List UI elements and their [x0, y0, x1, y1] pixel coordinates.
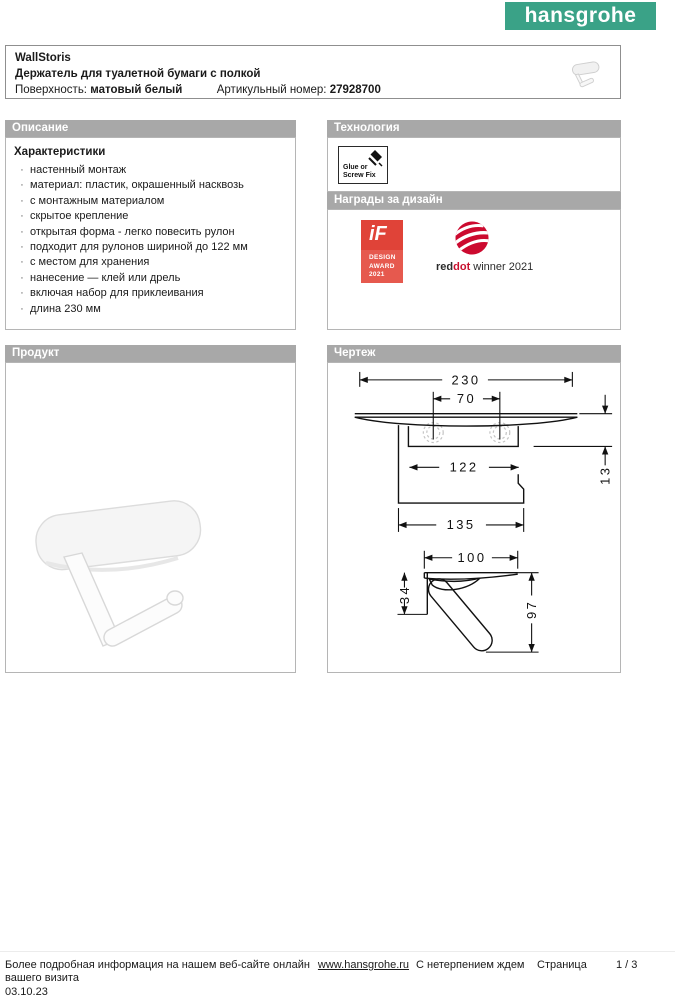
bullet-icon: ·	[20, 287, 24, 300]
hansgrohe-logo-text: hansgrohe	[524, 4, 637, 27]
page-number: 1 / 3	[616, 959, 638, 971]
bullet-text: скрытое крепление	[30, 210, 129, 223]
drawing-panel	[327, 362, 621, 673]
list-item	[14, 302, 285, 317]
website-link[interactable]: www.hansgrohe.ru	[317, 959, 410, 971]
section-header-product	[5, 345, 296, 362]
dim-total-height: 97	[524, 599, 540, 620]
bullet-icon: ·	[20, 179, 24, 192]
page-label: Страница	[537, 959, 587, 971]
product-panel	[5, 362, 296, 673]
dim-holder-width: 135	[446, 516, 476, 532]
if-award-line3: 2021	[369, 271, 385, 278]
section-title-product: Продукт	[12, 347, 60, 359]
list-item	[14, 209, 285, 224]
footer-visit-text: С нетерпением ждем вашего визита	[5, 959, 525, 985]
dim-roll-width: 122	[449, 459, 479, 475]
glue-badge-line1: Glue or	[343, 164, 368, 171]
if-award-line2: AWARD	[369, 262, 395, 270]
section-title-description: Описание	[12, 122, 69, 134]
bullet-text: длина 230 мм	[30, 302, 101, 315]
bullet-icon: ·	[20, 210, 24, 223]
footer-date: 03.10.23	[5, 986, 48, 998]
section-header-technology	[327, 120, 621, 137]
reddot-logo-icon	[452, 218, 492, 258]
bullet-text: нанесение — клей или дрель	[30, 271, 181, 284]
list-item	[14, 286, 285, 301]
dim-front-drop: 34	[396, 584, 412, 605]
surface-value: матовый белый	[90, 83, 183, 96]
hansgrohe-logo	[505, 2, 656, 30]
dim-shelf-width: 230	[451, 372, 481, 388]
bullet-icon: ·	[20, 241, 24, 254]
product-header	[5, 45, 621, 99]
list-item	[14, 271, 285, 286]
article-number: 27928700	[329, 83, 381, 96]
dim-depth: 100	[457, 550, 487, 566]
product-image	[6, 363, 295, 672]
section-title-technology: Технология	[334, 122, 400, 134]
product-thumbnail-icon	[564, 53, 608, 93]
product-series: WallStoris	[15, 52, 71, 64]
glue-or-screw-badge	[338, 146, 388, 184]
section-header-drawing	[327, 345, 621, 362]
bullet-text: настенный монтаж	[30, 164, 127, 176]
bullet-text: с местом для хранения	[30, 256, 150, 269]
description-panel	[5, 137, 296, 330]
footer-info	[5, 959, 533, 985]
surface-label: Поверхность:	[15, 83, 88, 96]
footer-info-text: Более подробная информация на нашем веб-сайте онлайн	[5, 959, 310, 971]
reddot-word-dot: dot	[453, 261, 471, 273]
bullet-icon: ·	[20, 256, 24, 269]
side-view-outline	[424, 573, 517, 655]
bullet-icon: ·	[20, 271, 24, 284]
bullet-icon: ·	[20, 164, 24, 176]
reddot-caption	[436, 261, 533, 273]
section-header-awards	[327, 192, 621, 209]
if-logo-letters: iF	[361, 220, 403, 250]
section-title-drawing: Чертеж	[334, 347, 376, 359]
bullet-text: включая набор для приклеивания	[30, 287, 204, 300]
bullet-text: с монтажным материалом	[30, 194, 165, 207]
reddot-word-red: red	[436, 261, 454, 273]
list-item	[14, 178, 285, 193]
dimension-labels	[397, 372, 613, 619]
bullet-text: подходит для рулонов шириной до 122 мм	[30, 241, 248, 254]
bullet-icon: ·	[20, 225, 24, 238]
bullet-text: материал: пластик, окрашенный насквозь	[30, 179, 244, 192]
dim-shelf-thickness: 13	[597, 465, 613, 485]
product-meta	[15, 83, 611, 99]
list-item	[14, 240, 285, 255]
if-award-line1: DESIGN	[369, 254, 396, 261]
if-design-award-logo	[361, 220, 403, 283]
list-item	[14, 194, 285, 209]
glue-badge-line2: Screw Fix	[343, 172, 376, 179]
product-name: Держатель для туалетной бумаги с полкой	[15, 67, 261, 80]
characteristics-heading: Характеристики	[14, 146, 106, 158]
bullet-icon: ·	[20, 194, 24, 207]
reddot-award	[436, 218, 533, 273]
section-header-description	[5, 120, 296, 137]
article-label: Артикульный номер:	[216, 83, 327, 96]
bullet-icon: ·	[20, 302, 24, 315]
list-item	[14, 225, 285, 240]
awards-panel	[327, 209, 621, 330]
footer-divider	[0, 951, 675, 952]
dim-hole-spacing: 70	[456, 391, 477, 407]
list-item	[14, 255, 285, 270]
list-item	[14, 163, 285, 178]
reddot-word-rest: winner 2021	[470, 261, 534, 273]
bullet-text: открытая форма - легко повесить рулон	[30, 225, 235, 238]
technical-drawing	[328, 363, 620, 672]
section-title-awards: Награды за дизайн	[334, 194, 443, 206]
glue-or-screw-icon	[362, 148, 386, 172]
technology-panel	[327, 137, 621, 192]
